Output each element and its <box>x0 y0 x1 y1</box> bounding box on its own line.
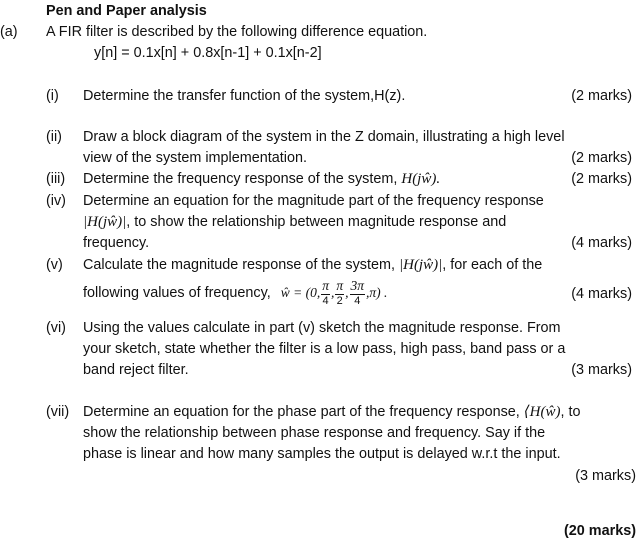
question-number-v: (v) <box>46 257 63 273</box>
frequency-set-suffix: ,π) . <box>366 284 388 300</box>
question-iv-text-line-2-words: , to show the relationship between magnitude response and <box>126 214 507 230</box>
question-i-text: Determine the transfer function of the system,H(z). <box>83 88 406 104</box>
question-vi-text-line-3: band reject filter. <box>83 362 189 378</box>
fraction-separator: , <box>330 284 335 300</box>
question-vii-text-line-1 <box>83 405 580 420</box>
magnitude-response-symbol: |H(jŵ)| <box>398 257 443 273</box>
fraction-pi-over-2 <box>335 279 344 307</box>
frequency-response-symbol: H(jŵ). <box>401 171 441 187</box>
question-ii-text-line-1: Draw a block diagram of the system in the Z domain, illustrating a high level <box>83 129 565 145</box>
fraction-pi-over-4 <box>321 279 330 307</box>
question-iii-text-words: Determine the frequency response of the system, <box>83 171 398 187</box>
question-vi-marks: (3 marks) <box>571 362 632 378</box>
question-vi-text-line-2: your sketch, state whether the filter is a low pass, high pass, band pass or a <box>83 341 566 357</box>
question-v-text-line-2 <box>83 279 387 305</box>
question-number-iv: (iv) <box>46 193 66 209</box>
question-v-text-line-1 <box>83 258 542 273</box>
question-iv-text-line-1: Determine an equation for the magnitude part of the frequency response <box>83 193 544 209</box>
question-iv-marks: (4 marks) <box>571 235 632 251</box>
question-iv-text-line-3: frequency. <box>83 235 150 251</box>
question-vii-text-line-1-words: Determine an equation for the phase part of the frequency response, <box>83 404 520 420</box>
difference-equation: y[n] = 0.1x[n] + 0.8x[n-1] + 0.1x[n-2] <box>94 45 322 61</box>
fraction-numerator: π <box>322 278 329 293</box>
fraction-3pi-over-4 <box>350 279 366 307</box>
question-iv-text-line-2 <box>83 215 506 230</box>
fraction-numerator: π <box>336 278 344 293</box>
question-vi-text-line-1: Using the values calculate in part (v) sketch the magnitude response. From <box>83 320 561 336</box>
total-marks: (20 marks) <box>564 523 636 539</box>
question-ii-text-line-2: view of the system implementation. <box>83 150 307 166</box>
fraction-numerator: 3π <box>350 278 365 293</box>
magnitude-response-symbol: |H(jŵ)| <box>83 214 127 230</box>
question-v-text-line-1-tail: , for each of the <box>442 257 543 273</box>
fraction-denominator: 4 <box>354 294 361 307</box>
question-number-vi: (vi) <box>46 320 66 336</box>
question-vii-text-line-2: show the relationship between phase response and frequency. Say if the <box>83 425 546 441</box>
question-number-i: (i) <box>46 88 59 104</box>
question-vii-text-line-3: phase is linear and how many samples the output is delayed w.r.t the input. <box>83 446 561 462</box>
question-iii-marks: (2 marks) <box>571 171 632 187</box>
question-number-iii: (iii) <box>46 171 66 187</box>
question-number-vii: (vii) <box>46 404 70 420</box>
part-a-label: (a) <box>0 24 18 40</box>
question-v-text-line-2-words: following values of frequency, <box>83 284 271 301</box>
question-vii-text-line-1-tail: , to <box>560 404 581 420</box>
question-v-marks: (4 marks) <box>571 286 632 302</box>
question-vii-marks: (3 marks) <box>575 468 636 484</box>
question-ii-marks: (2 marks) <box>571 150 632 166</box>
fraction-denominator: 4 <box>322 294 329 307</box>
section-heading: Pen and Paper analysis <box>46 3 207 19</box>
fraction-separator: , <box>345 284 349 300</box>
frequency-set-prefix: ŵ = (0, <box>280 284 321 300</box>
question-i-marks: (2 marks) <box>571 88 632 104</box>
question-v-text-line-1-words: Calculate the magnitude response of the system, <box>83 257 395 273</box>
question-number-ii: (ii) <box>46 129 62 145</box>
question-iii-text <box>83 172 440 187</box>
phase-response-symbol: ⟨H(ŵ) <box>523 404 561 420</box>
fraction-denominator: 2 <box>336 294 343 307</box>
part-a-intro: A FIR filter is described by the following difference equation. <box>46 24 428 40</box>
